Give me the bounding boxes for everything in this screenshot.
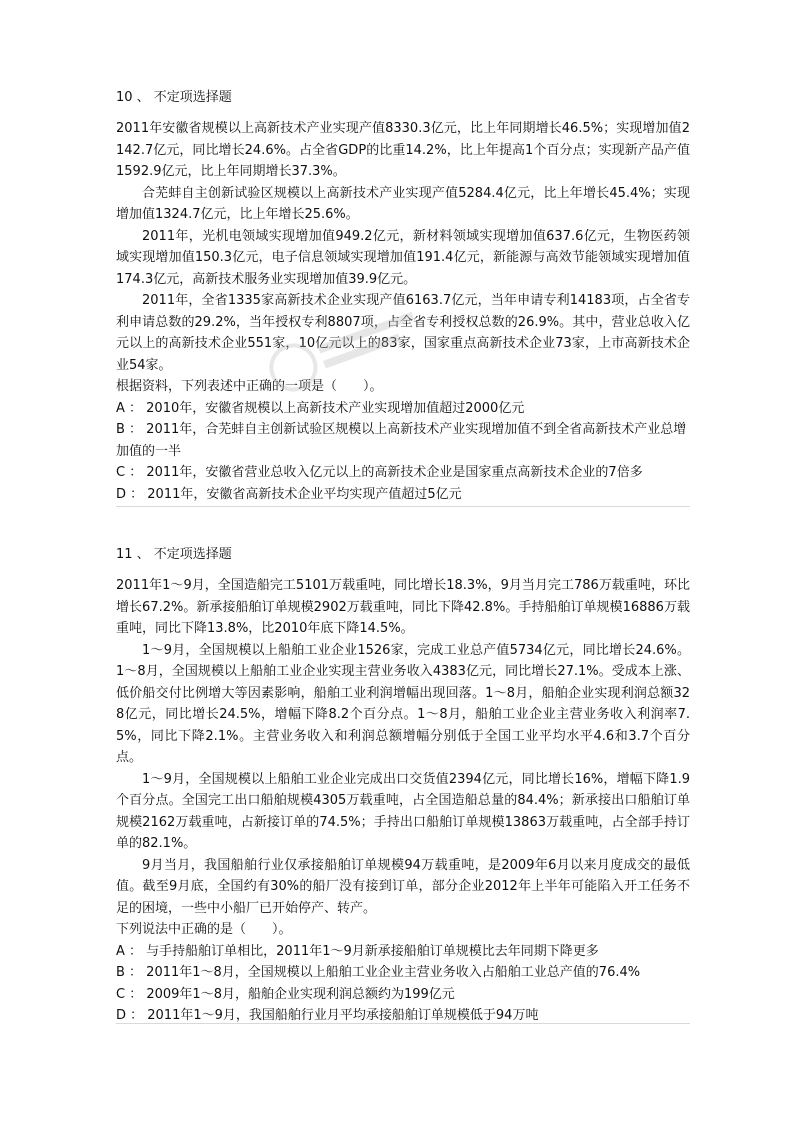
option-c[interactable]: C ： 2011年，安徽省营业总收入亿元以上的高新技术企业是国家重点高新技术企业的7倍多	[116, 465, 643, 480]
passage-paragraph: 2011年，全省1335家高新技术企业实现产值6163.7亿元，当年申请专利14183项，占全省专利申请总数的29.2%，当年授权专利8807项，占全省专利授权总数的26.9%。其中，营业总收入亿元以上的高新技术企业551家，10亿元以上的83家，国家重点高新技术企业73家，上市高新技术企业54家。	[116, 293, 690, 373]
question-10	[116, 88, 690, 505]
question-prompt: 根据资料，下列表述中正确的一项是（ ）。	[116, 379, 383, 394]
option-c[interactable]: C ： 2009年1～8月，船舶企业实现利润总额约为199亿元	[116, 986, 455, 1002]
passage-paragraph: 1～9月，全国规模以上船舶工业企业1526家，完成工业总产值5734亿元，同比增长24.6%。1～8月，全国规模以上船舶工业企业实现主营业务收入4383亿元，同比增长27.1%。受成本上涨、低价船交付比例增大等因素影响，船舶工业利润增幅出现回落。1～8月，船舶企业实现利润总额328亿元，同比增长24.5%，增幅下降8.2个百分点。1～8月，船舶工业企业主营业务收入利润率7.5%，同比下降2.1%。主营业务收入和利润总额增幅分别低于全国工业平均水平4.6和3.7个百分点。	[116, 642, 690, 765]
option-b[interactable]: B ： 2011年1～8月，全国规模以上船舶工业企业主营业务收入占船舶工业总产值的76.4%	[116, 965, 641, 980]
option-d[interactable]: D ： 2011年1～9月，我国船舶行业月平均承接船舶订单规模低于94万吨	[116, 1008, 539, 1023]
passage-paragraph: 合芜蚌自主创新试验区规模以上高新技术产业实现产值5284.4亿元，比上年增长45.4%；实现增加值1324.7亿元，比上年增长25.6%。	[116, 185, 690, 222]
divider	[116, 506, 690, 507]
option-b[interactable]: B ： 2011年，合芜蚌自主创新试验区规模以上高新技术产业实现增加值不到全省高新技术产业总增加值的一半	[116, 422, 687, 459]
passage-paragraph: 1～9月，全国规模以上船舶工业企业完成出口交货值2394亿元，同比增长16%，增幅下降1.9个百分点。全国完工出口船舶规模4305万载重吨，占全国造船总量的84.4%；新承接出口船舶订单规模2162万载重吨，占新接订单的74.5%；手持出口船舶订单规模13863万载重吨，占全部手持订单的82.1%。	[116, 771, 690, 851]
question-header: 11 、 不定项选择题	[116, 547, 232, 562]
question-header: 10 、 不定项选择题	[116, 90, 232, 105]
divider	[116, 1023, 690, 1024]
question-11	[116, 545, 690, 1027]
passage-paragraph: 2011年安徽省规模以上高新技术产业实现产值8330.3亿元，比上年同期增长46.5%；实现增加值2142.7亿元，同比增长24.6%。占全省GDP的比重14.2%，比上年提高1个百分点；实现新产品产值1592.9亿元，比上年同期增长37.3%。	[116, 121, 690, 179]
passage-paragraph: 9月当月，我国船舶行业仅承接船舶订单规模94万载重吨，是2009年6月以来月度成交的最低值。截至9月底，全国约有30%的船厂没有接到订单，部分企业2012年上半年可能陷入开工任务不足的困境，一些中小船厂已开始停产、转产。	[116, 857, 690, 916]
option-d[interactable]: D ： 2011年，安徽省高新技术企业平均实现产值超过5亿元	[116, 486, 462, 502]
question-prompt: 下列说法中正确的是（ ）。	[116, 922, 292, 937]
option-a[interactable]: A ： 与手持船舶订单相比，2011年1～9月新承接船舶订单规模比去年同期下降更多	[116, 943, 599, 959]
passage-paragraph: 2011年，光机电领域实现增加值949.2亿元，新材料领域实现增加值637.6亿元，生物医药领域实现增加值150.3亿元，电子信息领域实现增加值191.4亿元，新能源与高效节能领域实现增加值174.3亿元，高新技术服务业实现增加值39.9亿元。	[116, 228, 690, 287]
passage-paragraph: 2011年1～9月，全国造船完工5101万载重吨，同比增长18.3%，9月当月完工786万载重吨，环比增长67.2%。新承接船舶订单规模2902万载重吨，同比下降42.8%。手持船舶订单规模16886万载重吨，同比下降13.8%，比2010年底下降14.5%。	[116, 578, 690, 636]
option-a[interactable]: A ： 2010年，安徽省规模以上高新技术产业实现增加值超过2000亿元	[116, 400, 525, 416]
